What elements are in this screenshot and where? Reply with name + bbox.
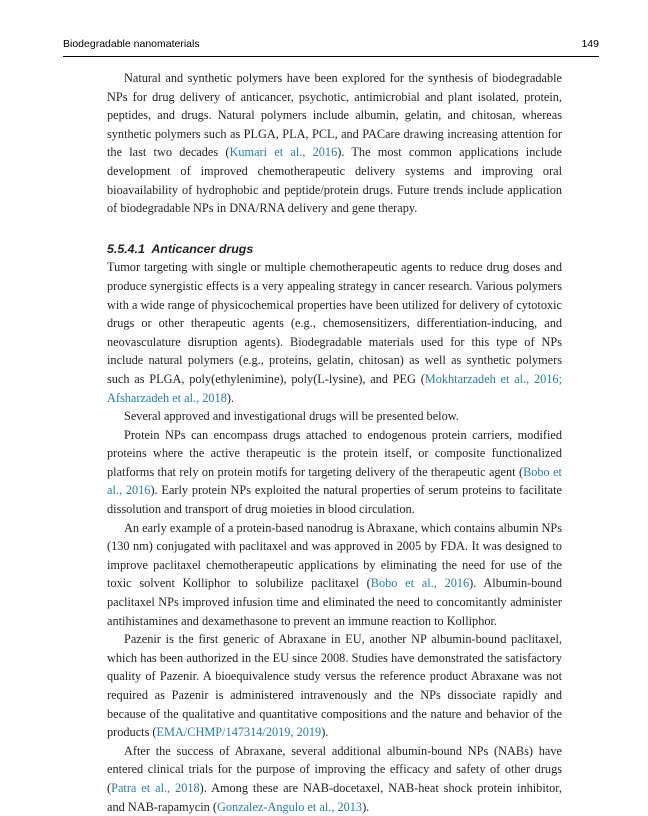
citation-link[interactable]: Bobo et al., 2016 (107, 464, 562, 498)
citation-link[interactable]: Patra et al., 2018 (111, 780, 200, 795)
page-number: 149 (581, 38, 599, 50)
section-heading: 5.5.4.1 Anticancer drugs (107, 241, 254, 256)
paragraph-nab-trials: After the success of Abraxane, several additional albumin-bound NPs (NABs) have entered clinical trials for the purpose of improving the efficacy and safety of other drugs (Patra et al., 2018). Among these are NAB-docetaxel, NAB-heat shock protein inhibitor, and NAB-rapamycin (Gonzalez-Angulo et al., 2013). (107, 743, 562, 814)
citation-link[interactable]: Bobo et al., 2016 (370, 576, 470, 591)
citation-link[interactable]: EMA/CHMP/147314/2019, 2019 (156, 725, 322, 740)
paragraph-abraxane: An early example of a protein-based nanodrug is Abraxane, which contains albumin NPs (130 nm) conjugated with paclitaxel and was approved in 2005 by FDA. It was designed to improve paclitaxel chemotherapeutic applications by eliminating the need for use of the toxic solvent Kolliphor to solubilize paclitaxel (Bobo et al., 2016). Albumin-bound paclitaxel NPs improved infusion time and eliminated the need to concomitantly administer antihistamines and dexamethasone to prevent an immune reaction to Kolliphor. (107, 520, 562, 628)
running-title: Biodegradable nanomaterials (63, 38, 200, 50)
citation-link[interactable]: Mokhtarzadeh et al., 2016; Afsharzadeh et al., 2018 (107, 371, 562, 405)
paragraph-tumor-targeting: Tumor targeting with single or multiple chemotherapeutic agents to reduce drug doses and produce synergistic effects is a very appealing strategy in cancer research. Various polymers with a wide range of physicochemical properties have been utilized for delivery of cytotoxic drugs or other therapeutic agents (e.g., chemosensitizers, differentiation-inducing, and neovasculature disruption agents). Biodegradable materials used for this type of NPs include natural polymers (e.g., proteins, gelatin, chitosan) as well as synthetic polymers such as PLGA, poly(ethylenimine), poly(L-lysine), and PEG (Mokhtarzadeh et al., 2016; Afsharzadeh et al., 2018). (107, 260, 562, 405)
paragraph-intro: Natural and synthetic polymers have been explored for the synthesis of biodegradable NPs for drug delivery of anticancer, psychotic, antimicrobial and plant isolated, protein, peptides, and drugs. Natural polymers include albumin, gelatin, and chitosan, whereas synthetic polymers such as PLGA, PLA, PCL, and PACare drawing increasing attention for the last two decades (Kumari et al., 2016). The most common applications include development of improved chemotherapeutic delivery systems and improving oral bioavailability of hydrophobic and peptide/protein drugs. Future trends include application of biodegradable NPs in DNA/RNA delivery and gene therapy. (107, 71, 563, 216)
citation-link[interactable]: Gonzalez-Angulo et al., 2013 (216, 799, 363, 814)
paragraph-pazenir: Pazenir is the first generic of Abraxane in EU, another NP albumin-bound paclitaxel, which has been authorized in the EU since 2008. Studies have demonstrated the satisfactory quality of Pazenir. A bioequivalence study versus the reference product Abraxane was not required as Pazenir is administered intravenously and the NPs dissociate rapidly and because of the qualitative and quantitative compositions and the nature and behavior of the products (EMA/CHMP/147314/2019, 2019). (107, 632, 562, 740)
paragraph-approved-drugs: Several approved and investigational drugs will be presented below. (124, 409, 459, 424)
body-text (107, 69, 562, 816)
citation-link[interactable]: Kumari et al., 2016 (229, 145, 338, 160)
paragraph-protein-nps: Protein NPs can encompass drugs attached to endogenous protein carriers, modified proteins where the active therapeutic is the protein itself, or composite functionalized platforms that rely on protein motifs for targeting delivery of the therapeutic agent (Bobo et al., 2016). Early protein NPs exploited the natural properties of serum proteins to facilitate dissolution and transport of drug moieties in blood circulation. (107, 427, 562, 517)
header-rule (63, 56, 599, 57)
